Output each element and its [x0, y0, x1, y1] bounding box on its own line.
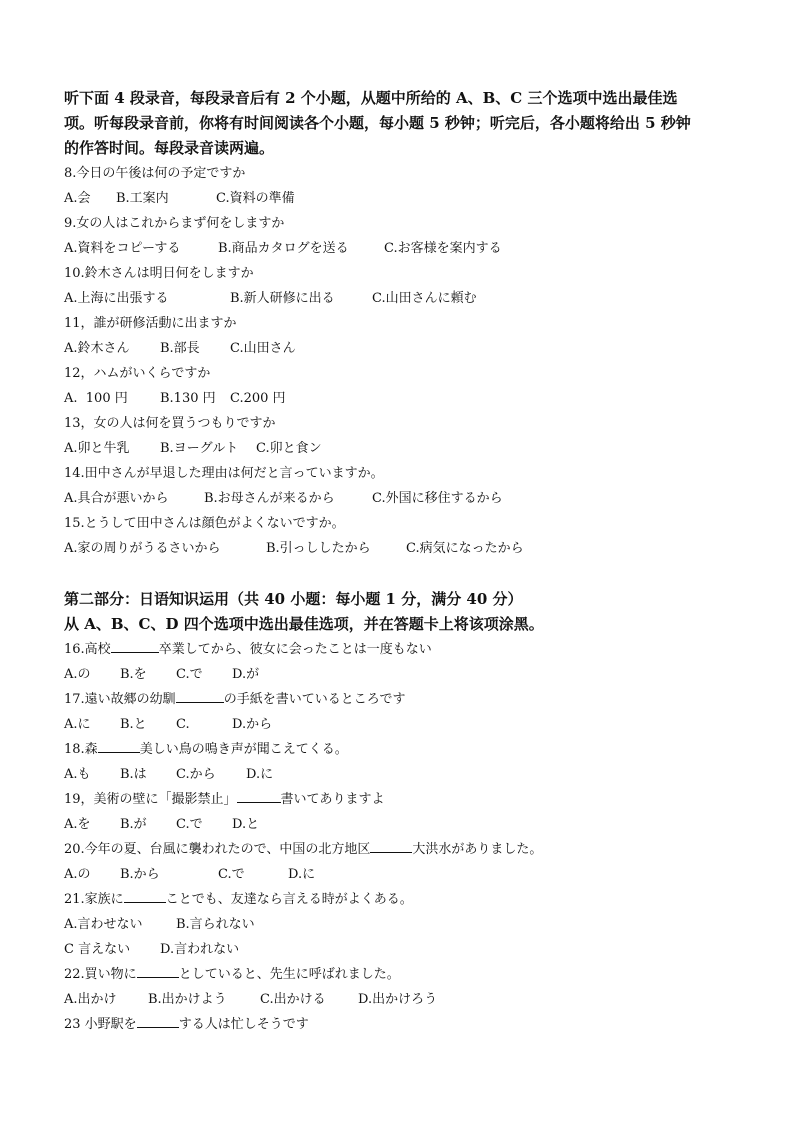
option-b: B.お母さんが来るから: [204, 491, 335, 506]
option-b: B.工案内: [116, 191, 169, 206]
options-20: [64, 862, 744, 887]
option-d: D.が: [232, 667, 260, 682]
option-a: A.上海に出張する: [64, 291, 169, 306]
question-22: [64, 962, 744, 987]
option-b: B.130 円: [160, 391, 216, 406]
options-21a: [64, 912, 744, 937]
answer-blank: [176, 688, 224, 703]
options-9: [64, 236, 744, 261]
answer-blank: [111, 638, 159, 653]
question-18: [64, 737, 744, 762]
options-13: [64, 436, 744, 461]
question-16: [64, 637, 744, 662]
answer-blank: [137, 1013, 179, 1028]
question-text: 22.買い物に: [64, 967, 137, 982]
question-text: ことでも、友達なら言える時がよくある。: [165, 892, 413, 907]
option-b: B.と: [120, 717, 147, 732]
option-a: A.資料をコピーする: [64, 241, 181, 256]
option-d: D.出かけろう: [358, 992, 438, 1007]
question-text: の手紙を書いているところです: [223, 692, 406, 707]
option-a: A.の: [64, 867, 91, 882]
part2-instruction: 从 A、B、C、D 四个选项中选出最佳选项，并在答题卡上将该项涂黑。: [64, 615, 544, 633]
option-d: D.に: [246, 767, 274, 782]
option-d: D.と: [232, 817, 260, 832]
answer-blank: [137, 963, 179, 978]
option-c: C.病気になったから: [406, 541, 524, 556]
question-10: 10.鈴木さんは明日何をしますか: [64, 266, 254, 281]
option-c: C.200 円: [230, 391, 286, 406]
option-b: B.引っししたから: [266, 541, 371, 556]
option-a: A.の: [64, 667, 91, 682]
answer-blank: [98, 738, 140, 753]
option-c: C.外国に移住するから: [372, 491, 503, 506]
option-c: C.資料の準備: [216, 191, 295, 206]
question-text: する人は忙しそうです: [178, 1017, 309, 1032]
option-a: A.も: [64, 767, 91, 782]
option-d: D.に: [288, 867, 316, 882]
option-c: C.で: [176, 667, 203, 682]
options-21b: [64, 937, 744, 962]
option-d: D.から: [232, 717, 273, 732]
option-b: B.から: [120, 867, 160, 882]
options-16: [64, 662, 744, 687]
option-a: A.卯と牛乳: [64, 441, 130, 456]
question-text: 18.森: [64, 742, 98, 757]
option-b: B.出かけよう: [148, 992, 227, 1007]
option-b: B.部長: [160, 341, 200, 356]
options-18: [64, 762, 744, 787]
option-a: A.家の周りがうるさいから: [64, 541, 221, 556]
option-d: D.言われない: [160, 942, 240, 957]
question-text: 17.遠い故郷の幼馴: [64, 692, 176, 707]
option-a: A.言わせない: [64, 917, 143, 932]
option-b: B.は: [120, 767, 147, 782]
options-14: [64, 486, 744, 511]
intro-line-2: 项。听每段录音前，你将有时间阅读各个小题，每小题 5 秒钟；听完后，各小题将给出 5 秒钟: [64, 114, 691, 132]
option-c: C.お客様を案内する: [384, 241, 502, 256]
option-b: B.ヨーグルト: [160, 441, 239, 456]
options-19: [64, 812, 744, 837]
question-23: [64, 1012, 744, 1037]
question-text: 書いてありますよ: [280, 792, 385, 807]
options-12: [64, 386, 744, 411]
option-a: A.を: [64, 817, 91, 832]
option-a: A. 100 円: [64, 391, 128, 406]
option-b: B.が: [120, 817, 147, 832]
option-c: C.で: [218, 867, 245, 882]
question-13: 13，女の人は何を買うつもりですか: [64, 416, 276, 431]
option-a: A.に: [64, 717, 91, 732]
question-text: 20.今年の夏、台風に襲われたので、中国の北方地区: [64, 842, 371, 857]
option-c: C.出かける: [260, 992, 326, 1007]
question-15: 15.とうして田中さんは顔色がよくないですか。: [64, 516, 345, 531]
part1-instructions: [64, 86, 744, 161]
answer-blank: [237, 788, 281, 803]
answer-blank: [370, 838, 412, 853]
question-text: 美しい鳥の鳴き声が聞こえてくる。: [139, 742, 348, 757]
question-17: [64, 687, 744, 712]
question-8: 8.今日の午後は何の予定ですか: [64, 166, 246, 181]
question-text: としていると、先生に呼ばれました。: [178, 967, 400, 982]
options-11: [64, 336, 744, 361]
options-22: [64, 987, 744, 1012]
options-8: [64, 186, 744, 211]
option-c: C.山田さん: [230, 341, 296, 356]
option-c: C.で: [176, 817, 203, 832]
option-c: C 言えない: [64, 942, 131, 957]
option-a: A.鈴木さん: [64, 341, 130, 356]
option-b: B.新人研修に出る: [230, 291, 335, 306]
options-10: [64, 286, 744, 311]
option-c: C.卯と食ン: [256, 441, 322, 456]
question-text: 19，美術の壁に「撮影禁止」: [64, 792, 237, 807]
question-21: [64, 887, 744, 912]
options-17: [64, 712, 744, 737]
option-b: B.言られない: [176, 917, 255, 932]
option-a: A.具合が悪いから: [64, 491, 169, 506]
section-gap: [64, 561, 744, 587]
question-20: [64, 837, 744, 862]
question-14: 14.田中さんが早退した理由は何だと言っていますか。: [64, 466, 384, 481]
exam-page: [64, 86, 744, 1037]
question-text: 大洪水がありました。: [412, 842, 543, 857]
question-12: 12，ハムがいくらですか: [64, 366, 211, 381]
question-text: 23 小野駅を: [64, 1017, 137, 1032]
option-b: B.を: [120, 667, 147, 682]
question-11: 11，誰が研修活動に出ますか: [64, 316, 237, 331]
question-text: 卒業してから、彼女に会ったことは一度もない: [158, 642, 432, 657]
intro-line-1: 听下面 4 段录音，每段录音后有 2 个小题，从题中所给的 A、B、C 三个选项中选出最佳选: [64, 89, 678, 107]
option-c: C.: [176, 717, 190, 732]
options-15: [64, 536, 744, 561]
option-c: C.から: [176, 767, 216, 782]
option-b: B.商品カタログを送る: [218, 241, 349, 256]
question-19: [64, 787, 744, 812]
option-a: A.出かけ: [64, 992, 117, 1007]
question-text: 16.高校: [64, 642, 111, 657]
intro-line-3: 的作答时间。每段录音读两遍。: [64, 139, 275, 157]
part2-title: 第二部分：日语知识运用（共 40 小题：每小题 1 分，满分 40 分）: [64, 590, 523, 608]
answer-blank: [124, 888, 166, 903]
option-c: C.山田さんに頼む: [372, 291, 477, 306]
question-9: 9.女の人はこれからまず何をしますか: [64, 216, 285, 231]
option-a: A.会: [64, 191, 91, 206]
question-text: 21.家族に: [64, 892, 124, 907]
